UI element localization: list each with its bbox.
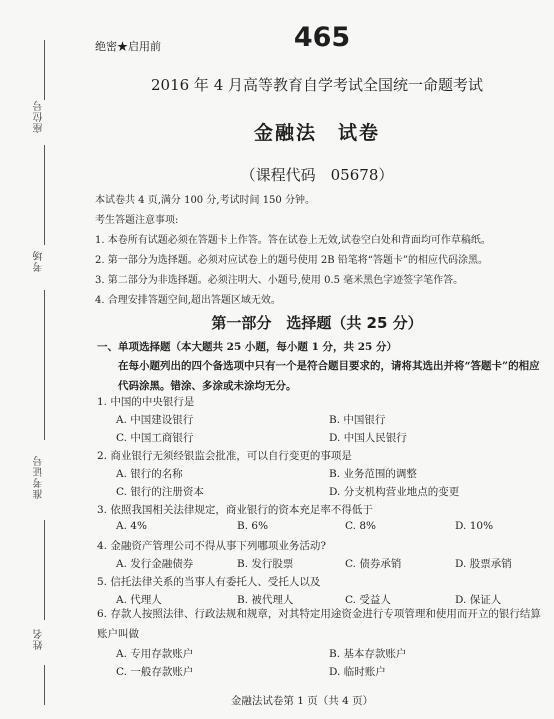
option: D. 10% [455, 520, 494, 532]
question-stem: 5. 信托法律关系的当事人有委托人、受托人以及 [97, 576, 321, 588]
binding-line [44, 290, 45, 440]
part-title: 第一部分 选择题（共 25 分） [211, 314, 423, 332]
option: C. 8% [345, 520, 376, 532]
option: A. 代理人 [116, 594, 162, 606]
option: C. 银行的注册资本 [116, 486, 204, 498]
option: B. 发行股票 [237, 558, 294, 570]
exam-code: 465 [293, 22, 351, 53]
option: A. 专用存款账户 [116, 648, 194, 660]
confidential-mark: 绝密★启用前 [95, 40, 161, 53]
question-stem: 2. 商业银行无须经银监会批准，可以自行变更的事项是 [97, 450, 352, 462]
margin-label-room: 考场 [34, 250, 45, 272]
option: D. 保证人 [455, 594, 502, 606]
margin-label-admission: 准考证号 [34, 455, 45, 499]
question-stem: 1. 中国的中央银行是 [97, 396, 195, 408]
option: D. 中国人民银行 [329, 432, 407, 444]
margin-label-seat: 座位号 [34, 100, 45, 133]
paper-title: 金融法 试卷 [253, 122, 380, 144]
notice-item: 4. 合理安排答题空间,超出答题区域无效。 [95, 295, 281, 306]
paper-info: 本试卷共 4 页,满分 100 分,考试时间 150 分钟。 [95, 195, 315, 206]
notice-item: 1. 本卷所有试题必须在答题卡上作答。答在试卷上无效,试卷空白处和背面均可作草稿纸。 [95, 235, 491, 246]
question-stem: 4. 金融资产管理公司不得从事下列哪项业务活动? [97, 540, 326, 552]
option: C. 一般存款账户 [116, 666, 194, 678]
option: B. 6% [237, 520, 269, 532]
option: D. 分支机构营业地点的变更 [329, 486, 460, 498]
option: A. 银行的名称 [116, 468, 183, 480]
question-stem: 3. 依照我国相关法律规定，商业银行的资本充足率不得低于 [97, 504, 373, 516]
option: B. 被代理人 [237, 594, 294, 606]
option: B. 业务范围的调整 [329, 468, 417, 480]
option: C. 中国工商银行 [116, 432, 194, 444]
margin-label-name: 姓名 [34, 628, 45, 650]
binding-line [44, 520, 45, 620]
question-stem: 6. 存款人按照法律、行政法规和规章，对其特定用途资金进行专项管理和使用而开立的银行结算账户叫做 [97, 608, 541, 640]
notice-heading: 考生答题注意事项: [95, 215, 179, 226]
option: B. 基本存款账户 [329, 648, 407, 660]
page-footer: 金融法试卷第 1 页（共 4 页） [230, 695, 374, 707]
option: B. 中国银行 [329, 414, 386, 426]
option: C. 受益人 [345, 594, 391, 606]
option: A. 发行金融债券 [116, 558, 194, 570]
option: D. 临时账户 [329, 666, 386, 678]
exam-name: 2016 年 4 月高等教育自学考试全国统一命题考试 [150, 76, 484, 94]
notice-item: 2. 第一部分为选择题。必须对应试卷上的题号使用 2B 铅笔将“答题卡”的相应代码涂黑。 [95, 255, 489, 266]
binding-line [44, 145, 45, 245]
option: A. 4% [116, 520, 147, 532]
course-code: （课程代码 05678） [240, 166, 394, 184]
section-instruction: 在每小题列出的四个备选项中只有一个是符合题目要求的，请将其选出并将“答题卡”的相应代码涂黑。错涂、多涂或未涂均无分。 [118, 360, 540, 392]
option: A. 中国建设银行 [116, 414, 194, 426]
option: D. 股票承销 [455, 558, 512, 570]
option: C. 债券承销 [345, 558, 402, 570]
notice-item: 3. 第二部分为非选择题。必须注明大、小题号,使用 0.5 毫米黑色字迹签字笔作答。 [95, 275, 464, 286]
section-heading: 一、单项选择题（本大题共 25 小题，每小题 1 分，共 25 分） [97, 341, 397, 353]
